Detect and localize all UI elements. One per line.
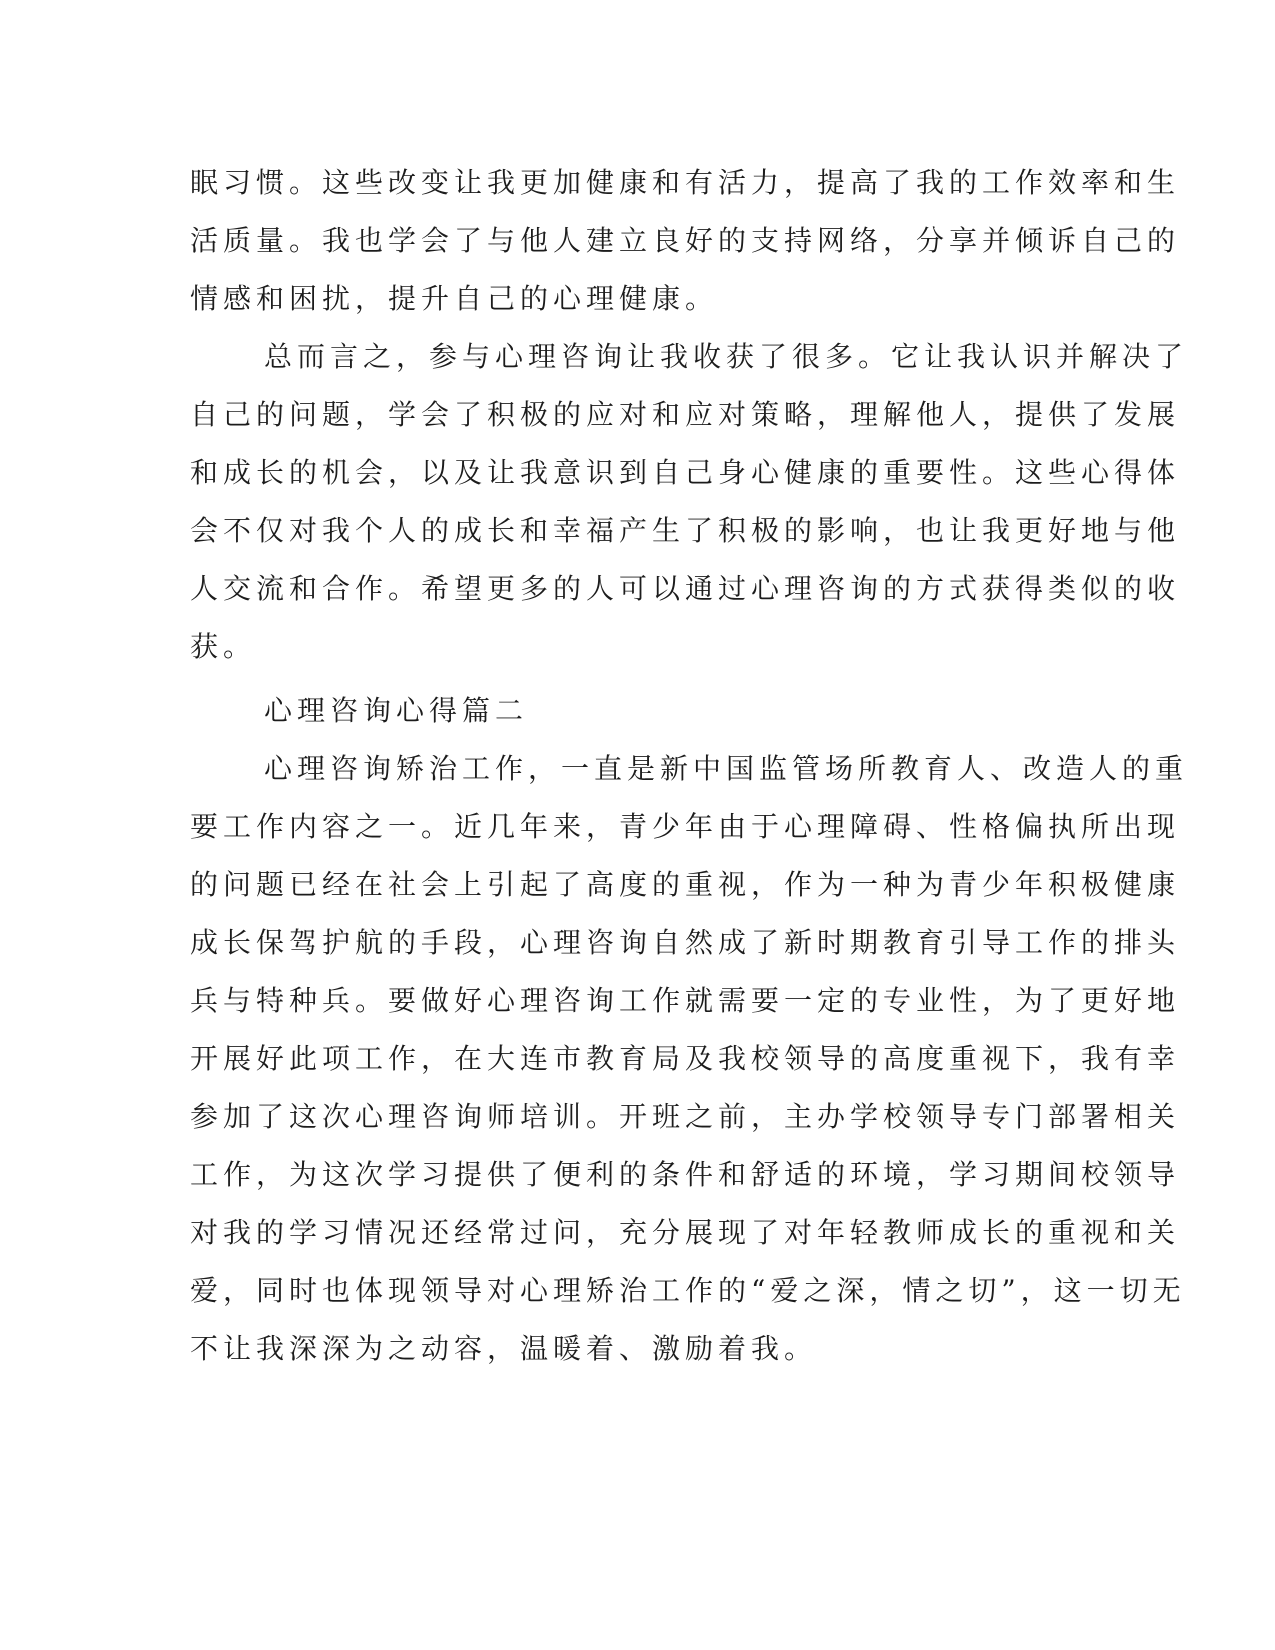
text-line: 爱，同时也体现领导对心理矫治工作的“爱之深，情之切”，这一切无 — [190, 1274, 1186, 1307]
text-line: 成长保驾护航的手段，心理咨询自然成了新时期教育引导工作的排头 — [190, 926, 1181, 959]
text-line: 兵与特种兵。要做好心理咨询工作就需要一定的专业性，为了更好地 — [190, 984, 1181, 1017]
text-line: 和成长的机会，以及让我意识到自己身心健康的重要性。这些心得体 — [190, 456, 1181, 489]
text-line: 要工作内容之一。近几年来，青少年由于心理障碍、性格偏执所出现 — [190, 810, 1181, 843]
text-line: 工作，为这次学习提供了便利的条件和舒适的环境，学习期间校领导 — [190, 1158, 1181, 1191]
text-line: 情感和困扰，提升自己的心理健康。 — [190, 282, 719, 315]
text-line: 活质量。我也学会了与他人建立良好的支持网络，分享并倾诉自己的 — [190, 224, 1181, 257]
text-line: 会不仅对我个人的成长和幸福产生了积极的影响，也让我更好地与他 — [190, 514, 1181, 547]
text-line: 对我的学习情况还经常过问，充分展现了对年轻教师成长的重视和关 — [190, 1216, 1181, 1249]
text-line: 心理咨询矫治工作，一直是新中国监管场所教育人、改造人的重 — [264, 752, 1189, 785]
text-line: 自己的问题，学会了积极的应对和应对策略，理解他人，提供了发展 — [190, 398, 1181, 431]
section-heading: 心理咨询心得篇二 — [264, 694, 529, 727]
text-line: 不让我深深为之动容，温暖着、激励着我。 — [190, 1332, 818, 1365]
text-line: 开展好此项工作，在大连市教育局及我校领导的高度重视下，我有幸 — [190, 1042, 1181, 1075]
text-line: 获。 — [190, 630, 257, 663]
text-line: 总而言之，参与心理咨询让我收获了很多。它让我认识并解决了 — [264, 340, 1189, 373]
text-line: 参加了这次心理咨询师培训。开班之前，主办学校领导专门部署相关 — [190, 1100, 1181, 1133]
text-line: 的问题已经在社会上引起了高度的重视，作为一种为青少年积极健康 — [190, 868, 1181, 901]
text-line: 眠习惯。这些改变让我更加健康和有活力，提高了我的工作效率和生 — [190, 166, 1181, 199]
text-line: 人交流和合作。希望更多的人可以通过心理咨询的方式获得类似的收 — [190, 572, 1181, 605]
